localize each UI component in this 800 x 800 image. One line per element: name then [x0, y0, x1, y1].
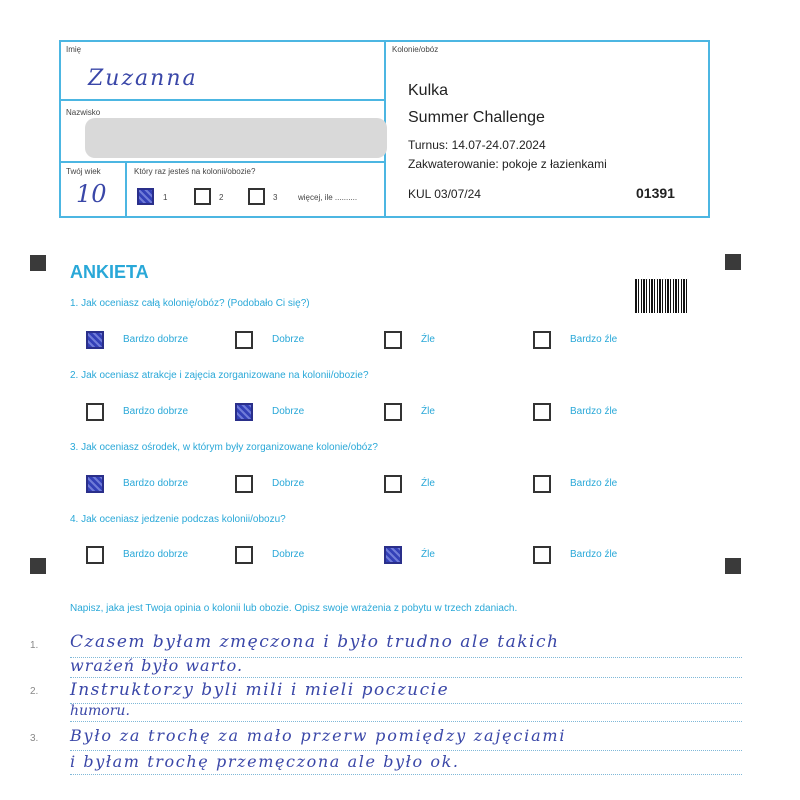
which-time-label: Który raz jesteś na kolonii/obozie? [134, 167, 256, 176]
opinion-prompt: Napisz, jaka jest Twoja opinia o kolonii lub obozie. Opisz swoje wrażenia z pobytu w trzech zdaniach. [70, 603, 518, 614]
q2-option-label-4: Bardzo źle [570, 406, 618, 417]
q4-checkbox-1[interactable] [86, 546, 104, 564]
q3-option-label-4: Bardzo źle [570, 478, 618, 489]
opinion-line-2[interactable]: wrażeń było warto. [70, 656, 244, 675]
which-time-checkbox-2[interactable] [194, 188, 211, 205]
q1-checkbox-4[interactable] [533, 331, 551, 349]
q1-checkbox-3[interactable] [384, 331, 402, 349]
q1-option-label-2: Dobrze [272, 334, 305, 345]
form-number: 01391 [636, 185, 675, 201]
q4-option-label-4: Bardzo źle [570, 549, 618, 560]
which-time-label-1: 1 [163, 193, 168, 202]
which-time-checkbox-3[interactable] [248, 188, 265, 205]
q3-checkbox-1[interactable] [86, 475, 104, 493]
q4-checkbox-3[interactable] [384, 546, 402, 564]
registration-mark-top-left [30, 255, 46, 271]
q1-checkbox-2[interactable] [235, 331, 253, 349]
camp-label: Kolonie/obóz [392, 45, 439, 54]
redacted-last-name [85, 118, 387, 158]
q2-option-label-1: Bardzo dobrze [123, 406, 189, 417]
registration-mark-top-right [725, 254, 741, 270]
q3-checkbox-3[interactable] [384, 475, 402, 493]
which-time-label-2: 2 [219, 193, 224, 202]
last-name-label: Nazwisko [66, 108, 101, 117]
camp-turnus: Turnus: 14.07-24.07.2024 [408, 138, 546, 152]
q3-checkbox-2[interactable] [235, 475, 253, 493]
opinion-line-3[interactable]: Instruktorzy byli mili i mieli poczucie [70, 680, 450, 700]
q1-option-label-4: Bardzo źle [570, 334, 618, 345]
barcode-image [635, 279, 689, 313]
opinion-line-5[interactable]: Było za trochę za mało przerw pomiędzy zajęciami [70, 726, 567, 745]
q4-option-label-3: Źle [421, 549, 435, 560]
q2-checkbox-2[interactable] [235, 403, 253, 421]
question-1-text: 1. Jak oceniasz całą kolonię/obóz? (Podobało Ci się?) [70, 298, 310, 309]
opinion-number-2: 2. [30, 686, 39, 697]
q2-checkbox-4[interactable] [533, 403, 551, 421]
age-value[interactable]: 10 [76, 180, 107, 208]
camp-code: KUL 03/07/24 [408, 187, 481, 201]
which-time-more-label: więcej, ile .......... [298, 193, 358, 202]
q1-option-label-1: Bardzo dobrze [123, 334, 189, 345]
q2-checkbox-1[interactable] [86, 403, 104, 421]
camp-accommodation: Zakwaterowanie: pokoje z łazienkami [408, 157, 607, 171]
first-name-value[interactable]: Zuzanna [88, 66, 198, 91]
which-time-checkbox-1[interactable] [137, 188, 154, 205]
registration-mark-bottom-left [30, 558, 46, 574]
question-3-text: 3. Jak oceniasz ośrodek, w którym były zorganizowane kolonie/obóz? [70, 442, 378, 453]
q4-option-label-2: Dobrze [272, 549, 305, 560]
opinion-number-3: 3. [30, 733, 39, 744]
opinion-line-1[interactable]: Czasem byłam zmęczona i było trudno ale takich [70, 632, 560, 652]
camp-program: Summer Challenge [408, 109, 545, 126]
opinion-line-6[interactable]: i byłam trochę przemęczona ale było ok. [70, 752, 460, 771]
opinion-line-4[interactable]: humoru. [70, 703, 130, 719]
question-2-text: 2. Jak oceniasz atrakcje i zajęcia zorganizowane na kolonii/obozie? [70, 370, 369, 381]
age-label: Twój wiek [66, 167, 101, 176]
opinion-number-1: 1. [30, 640, 39, 651]
first-name-label: Imię [66, 45, 82, 54]
camp-name: Kulka [408, 82, 449, 99]
q1-option-label-3: Źle [421, 334, 435, 345]
q2-option-label-2: Dobrze [272, 406, 305, 417]
q4-checkbox-4[interactable] [533, 546, 551, 564]
survey-title: ANKIETA [70, 262, 149, 282]
q2-checkbox-3[interactable] [384, 403, 402, 421]
q4-option-label-1: Bardzo dobrze [123, 549, 189, 560]
q4-checkbox-2[interactable] [235, 546, 253, 564]
q3-option-label-3: Źle [421, 478, 435, 489]
q3-checkbox-4[interactable] [533, 475, 551, 493]
registration-mark-bottom-right [725, 558, 741, 574]
q2-option-label-3: Źle [421, 406, 435, 417]
which-time-label-3: 3 [273, 193, 278, 202]
q1-checkbox-1[interactable] [86, 331, 104, 349]
q3-option-label-1: Bardzo dobrze [123, 478, 189, 489]
question-4-text: 4. Jak oceniasz jedzenie podczas kolonii/obozu? [70, 514, 286, 525]
q3-option-label-2: Dobrze [272, 478, 305, 489]
